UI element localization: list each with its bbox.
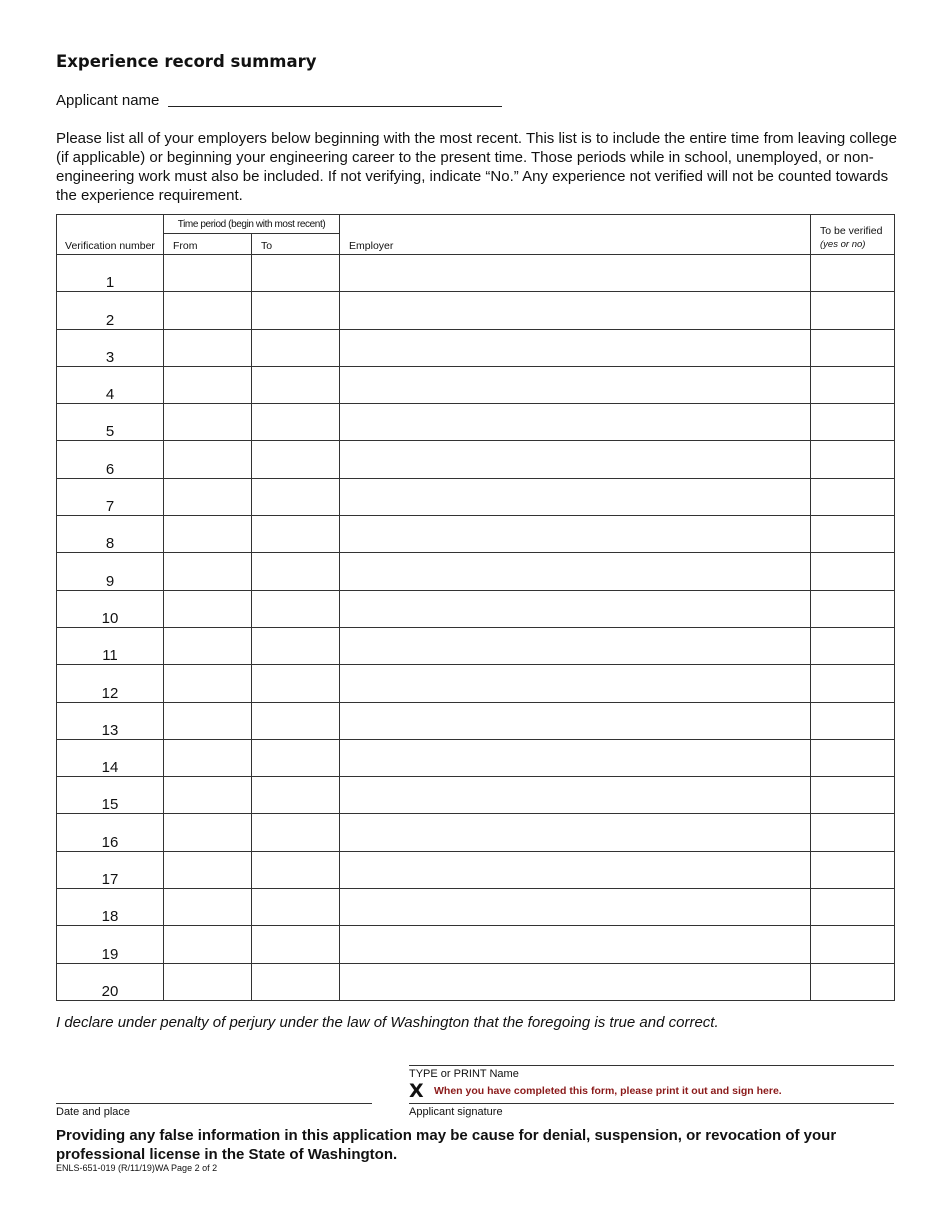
employer-cell[interactable] (340, 777, 811, 814)
to-be-verified-cell[interactable] (811, 255, 895, 292)
verification-number-cell: 8 (57, 516, 164, 553)
to-be-verified-cell[interactable] (811, 889, 895, 926)
applicant-name-field[interactable] (168, 106, 502, 107)
to-be-verified-cell[interactable] (811, 851, 895, 888)
employer-cell[interactable] (340, 889, 811, 926)
to-be-verified-cell[interactable] (811, 963, 895, 1000)
to-be-verified-cell[interactable] (811, 814, 895, 851)
from-date-cell[interactable] (164, 777, 252, 814)
to-date-cell[interactable] (252, 814, 340, 851)
to-be-verified-cell[interactable] (811, 329, 895, 366)
employer-cell[interactable] (340, 292, 811, 329)
to-be-verified-cell[interactable] (811, 478, 895, 515)
employer-cell[interactable] (340, 627, 811, 664)
table-row (57, 292, 895, 329)
verification-number-cell: 7 (57, 478, 164, 515)
header-to-be-verified-sub: (yes or no) (820, 239, 866, 250)
employer-cell[interactable] (340, 851, 811, 888)
verification-number-cell: 19 (57, 926, 164, 963)
form-number: ENLS-651-019 (R/11/19)WA Page 2 of 2 (56, 1163, 218, 1173)
to-date-cell[interactable] (252, 926, 340, 963)
to-be-verified-cell[interactable] (811, 702, 895, 739)
to-be-verified-cell[interactable] (811, 926, 895, 963)
verification-number-cell: 1 (57, 255, 164, 292)
verification-number-cell: 20 (57, 963, 164, 1000)
verification-number-cell: 2 (57, 292, 164, 329)
to-date-cell[interactable] (252, 366, 340, 403)
applicant-name-label: Applicant name (56, 92, 160, 109)
print-name-line[interactable] (409, 1065, 894, 1066)
verification-number-cell: 3 (57, 329, 164, 366)
date-place-line[interactable] (56, 1103, 372, 1104)
applicant-signature-label: Applicant signature (409, 1106, 503, 1118)
to-date-cell[interactable] (252, 777, 340, 814)
verification-number-cell: 11 (57, 627, 164, 664)
table-row (57, 814, 895, 851)
to-be-verified-cell[interactable] (811, 590, 895, 627)
page-title: Experience record summary (56, 52, 317, 71)
from-date-cell[interactable] (164, 851, 252, 888)
employer-cell[interactable] (340, 963, 811, 1000)
to-date-cell[interactable] (252, 590, 340, 627)
employer-cell[interactable] (340, 441, 811, 478)
sign-here-note: When you have completed this form, please print it out and sign here. (434, 1085, 782, 1097)
from-date-cell[interactable] (164, 553, 252, 590)
employer-cell[interactable] (340, 814, 811, 851)
table-row (57, 627, 895, 664)
verification-number-cell: 13 (57, 702, 164, 739)
from-date-cell[interactable] (164, 963, 252, 1000)
from-date-cell[interactable] (164, 739, 252, 776)
header-to-be-verified (811, 215, 895, 255)
to-be-verified-cell[interactable] (811, 739, 895, 776)
table-row (57, 739, 895, 776)
from-date-cell[interactable] (164, 366, 252, 403)
from-date-cell[interactable] (164, 255, 252, 292)
to-date-cell[interactable] (252, 851, 340, 888)
from-date-cell[interactable] (164, 292, 252, 329)
table-row (57, 702, 895, 739)
verification-number-cell: 10 (57, 590, 164, 627)
verification-number-cell: 6 (57, 441, 164, 478)
from-date-cell[interactable] (164, 627, 252, 664)
to-be-verified-cell[interactable] (811, 292, 895, 329)
verification-number-cell: 4 (57, 366, 164, 403)
verification-number-cell: 12 (57, 665, 164, 702)
employer-cell[interactable] (340, 366, 811, 403)
employer-cell[interactable] (340, 553, 811, 590)
employer-cell[interactable] (340, 590, 811, 627)
from-date-cell[interactable] (164, 590, 252, 627)
to-date-cell[interactable] (252, 627, 340, 664)
table-row (57, 889, 895, 926)
table-row (57, 963, 895, 1000)
to-be-verified-cell[interactable] (811, 404, 895, 441)
employer-cell[interactable] (340, 702, 811, 739)
sign-here-x-mark: X (409, 1080, 424, 1102)
to-be-verified-cell[interactable] (811, 627, 895, 664)
header-to-be-verified-label: To be verified (820, 225, 883, 237)
table-row (57, 478, 895, 515)
table-row (57, 553, 895, 590)
to-date-cell[interactable] (252, 963, 340, 1000)
employer-cell[interactable] (340, 739, 811, 776)
to-date-cell[interactable] (252, 739, 340, 776)
from-date-cell[interactable] (164, 329, 252, 366)
to-be-verified-cell[interactable] (811, 366, 895, 403)
header-to: To (252, 234, 340, 255)
to-be-verified-cell[interactable] (811, 516, 895, 553)
table-row (57, 366, 895, 403)
header-from: From (164, 234, 252, 255)
false-information-warning: Providing any false information in this application may be cause for denial, suspension, or revocation of your professional license in the State of Washington. (56, 1127, 837, 1163)
from-date-cell[interactable] (164, 926, 252, 963)
signature-line[interactable] (409, 1103, 894, 1104)
to-date-cell[interactable] (252, 255, 340, 292)
employer-cell[interactable] (340, 255, 811, 292)
to-date-cell[interactable] (252, 702, 340, 739)
verification-number-cell: 5 (57, 404, 164, 441)
table-row (57, 590, 895, 627)
table-row (57, 851, 895, 888)
from-date-cell[interactable] (164, 478, 252, 515)
employer-cell[interactable] (340, 404, 811, 441)
table-row (57, 404, 895, 441)
to-date-cell[interactable] (252, 404, 340, 441)
from-date-cell[interactable] (164, 404, 252, 441)
table-row (57, 777, 895, 814)
verification-number-cell: 9 (57, 553, 164, 590)
from-date-cell[interactable] (164, 441, 252, 478)
employer-cell[interactable] (340, 926, 811, 963)
table-row (57, 255, 895, 292)
declaration-text: I declare under penalty of perjury under the law of Washington that the foregoing is true and correct. (56, 1014, 719, 1031)
date-place-label: Date and place (56, 1106, 130, 1118)
to-be-verified-cell[interactable] (811, 553, 895, 590)
table-row (57, 516, 895, 553)
type-print-name-label: TYPE or PRINT Name (409, 1068, 519, 1080)
experience-table (56, 214, 895, 1001)
to-date-cell[interactable] (252, 441, 340, 478)
to-date-cell[interactable] (252, 553, 340, 590)
to-be-verified-cell[interactable] (811, 441, 895, 478)
table-row (57, 441, 895, 478)
employer-cell[interactable] (340, 665, 811, 702)
to-be-verified-cell[interactable] (811, 665, 895, 702)
to-date-cell[interactable] (252, 329, 340, 366)
to-date-cell[interactable] (252, 292, 340, 329)
to-date-cell[interactable] (252, 665, 340, 702)
to-be-verified-cell[interactable] (811, 777, 895, 814)
header-employer: Employer (340, 215, 811, 255)
to-date-cell[interactable] (252, 889, 340, 926)
verification-number-cell: 17 (57, 851, 164, 888)
verification-number-cell: 18 (57, 889, 164, 926)
employer-cell[interactable] (340, 516, 811, 553)
table-row (57, 665, 895, 702)
table-row (57, 926, 895, 963)
header-time-period: Time period (begin with most recent) (164, 215, 340, 234)
header-verification-number: Verification number (57, 215, 164, 255)
employer-cell[interactable] (340, 478, 811, 515)
from-date-cell[interactable] (164, 814, 252, 851)
to-date-cell[interactable] (252, 478, 340, 515)
from-date-cell[interactable] (164, 702, 252, 739)
verification-number-cell: 15 (57, 777, 164, 814)
table-row (57, 329, 895, 366)
verification-number-cell: 16 (57, 814, 164, 851)
to-date-cell[interactable] (252, 516, 340, 553)
from-date-cell[interactable] (164, 889, 252, 926)
from-date-cell[interactable] (164, 665, 252, 702)
verification-number-cell: 14 (57, 739, 164, 776)
employer-cell[interactable] (340, 329, 811, 366)
from-date-cell[interactable] (164, 516, 252, 553)
instructions-text: Please list all of your employers below beginning with the most recent. This list is to include the entire time from leaving college (if applicable) or beginning your engineering career to the present time. Those periods while in school, unemployed, or non-engineering work must also be included. If not verifying, indicate “No.” Any experience not verified will not be counted towards the experience requirement. (56, 130, 897, 204)
